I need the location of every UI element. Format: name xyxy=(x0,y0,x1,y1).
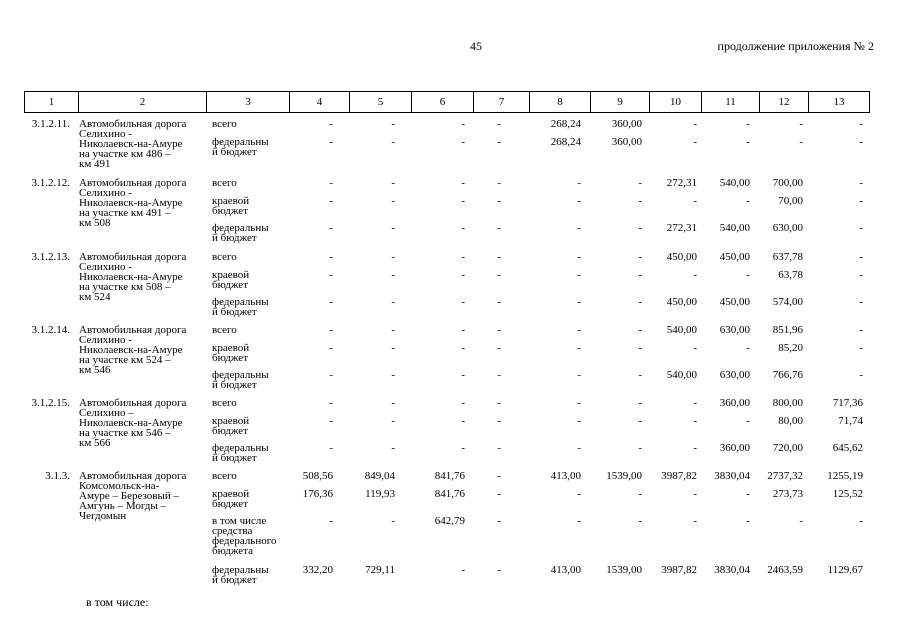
row-name: Автомобильная дорога Селихино – Николаевск-на-Амуре на участке км 546 – км 566 xyxy=(79,397,187,449)
value-cell: - xyxy=(497,177,501,189)
value-cell: - xyxy=(497,470,501,482)
value-cell: - xyxy=(497,251,501,263)
value-cell: - xyxy=(461,397,465,409)
value-cell: - xyxy=(638,488,642,500)
value-cell: - xyxy=(391,177,395,189)
value-cell: - xyxy=(638,397,642,409)
value-cell: 360,00 xyxy=(719,442,750,454)
value-cell: - xyxy=(497,564,501,576)
value-cell: - xyxy=(693,442,697,454)
value-cell: - xyxy=(799,515,803,527)
value-cell: - xyxy=(329,195,333,207)
value-cell: - xyxy=(693,415,697,427)
value-cell: - xyxy=(497,118,501,130)
value-cell: - xyxy=(391,195,395,207)
funding-source: всего xyxy=(212,251,237,263)
value-cell: 268,24 xyxy=(550,118,581,130)
value-cell: - xyxy=(391,324,395,336)
value-cell: - xyxy=(497,342,501,354)
value-cell: - xyxy=(391,296,395,308)
column-header: 1 xyxy=(25,92,79,113)
value-cell: 851,96 xyxy=(772,324,803,336)
value-cell: - xyxy=(497,515,501,527)
value-cell: 70,00 xyxy=(778,195,803,207)
value-cell: - xyxy=(693,515,697,527)
value-cell: - xyxy=(461,118,465,130)
value-cell: 3987,82 xyxy=(661,564,697,576)
value-cell: - xyxy=(329,118,333,130)
value-cell: - xyxy=(859,515,863,527)
value-cell: - xyxy=(391,369,395,381)
value-cell: 2737,32 xyxy=(767,470,803,482)
value-cell: - xyxy=(638,369,642,381)
column-header: 9 xyxy=(591,92,650,113)
value-cell: 413,00 xyxy=(550,564,581,576)
value-cell: - xyxy=(461,177,465,189)
value-cell: - xyxy=(497,415,501,427)
funding-source: всего xyxy=(212,118,237,130)
value-cell: - xyxy=(497,488,501,500)
value-cell: 630,00 xyxy=(719,324,750,336)
value-cell: 71,74 xyxy=(838,415,863,427)
value-cell: - xyxy=(693,488,697,500)
value-cell: - xyxy=(577,369,581,381)
funding-source: всего xyxy=(212,470,237,482)
row-name: Автомобильная дорога Селихино - Николаевск-на-Амуре на участке км 508 – км 524 xyxy=(79,251,187,303)
row-code: 3.1.3. xyxy=(45,470,70,482)
value-cell: - xyxy=(859,195,863,207)
column-header: 11 xyxy=(702,92,760,113)
value-cell: 717,36 xyxy=(832,397,863,409)
value-cell: 176,36 xyxy=(302,488,333,500)
value-cell: - xyxy=(497,296,501,308)
value-cell: 450,00 xyxy=(666,296,697,308)
value-cell: - xyxy=(638,324,642,336)
value-cell: - xyxy=(329,222,333,234)
value-cell: - xyxy=(693,342,697,354)
value-cell: 1539,00 xyxy=(606,470,642,482)
value-cell: 1539,00 xyxy=(606,564,642,576)
value-cell: - xyxy=(638,195,642,207)
value-cell: - xyxy=(638,342,642,354)
value-cell: 360,00 xyxy=(611,136,642,148)
value-cell: 80,00 xyxy=(778,415,803,427)
row-code: 3.1.2.15. xyxy=(31,397,70,409)
value-cell: - xyxy=(746,269,750,281)
value-cell: - xyxy=(391,397,395,409)
value-cell: - xyxy=(461,442,465,454)
column-header: 6 xyxy=(412,92,474,113)
value-cell: - xyxy=(577,324,581,336)
value-cell: 63,78 xyxy=(778,269,803,281)
value-cell: - xyxy=(859,342,863,354)
funding-source: всего xyxy=(212,397,237,409)
value-cell: 125,52 xyxy=(832,488,863,500)
value-cell: 630,00 xyxy=(719,369,750,381)
value-cell: 841,76 xyxy=(434,488,465,500)
value-cell: - xyxy=(391,251,395,263)
row-name: Автомобильная дорога Комсомольск-на- Амуре – Березовый – Амгунь – Могды – Чегдомын xyxy=(79,470,187,522)
value-cell: 450,00 xyxy=(719,296,750,308)
value-cell: - xyxy=(391,442,395,454)
value-cell: 1129,67 xyxy=(827,564,863,576)
value-cell: - xyxy=(859,251,863,263)
value-cell: - xyxy=(746,342,750,354)
value-cell: - xyxy=(461,296,465,308)
value-cell: 766,76 xyxy=(772,369,803,381)
value-cell: - xyxy=(746,118,750,130)
row-code: 3.1.2.11. xyxy=(31,118,70,130)
value-cell: - xyxy=(746,515,750,527)
row-name: Автомобильная дорога Селихино - Николаевск-на-Амуре на участке км 486 – км 491 xyxy=(79,118,187,170)
funding-source: в том числе средства федерального бюджета xyxy=(212,515,277,557)
value-cell: - xyxy=(461,222,465,234)
value-cell: - xyxy=(859,177,863,189)
column-header: 10 xyxy=(650,92,702,113)
column-header: 5 xyxy=(350,92,412,113)
value-cell: 2463,59 xyxy=(767,564,803,576)
value-cell: 630,00 xyxy=(772,222,803,234)
value-cell: - xyxy=(329,515,333,527)
funding-source: федеральны й бюджет xyxy=(212,136,269,158)
value-cell: - xyxy=(329,369,333,381)
value-cell: - xyxy=(329,324,333,336)
value-cell: - xyxy=(461,564,465,576)
value-cell: 3987,82 xyxy=(661,470,697,482)
funding-source: федеральны й бюджет xyxy=(212,296,269,318)
value-cell: 574,00 xyxy=(772,296,803,308)
value-cell: 700,00 xyxy=(772,177,803,189)
value-cell: 642,79 xyxy=(434,515,465,527)
value-cell: - xyxy=(329,442,333,454)
value-cell: - xyxy=(391,222,395,234)
value-cell: - xyxy=(638,222,642,234)
value-cell: 450,00 xyxy=(719,251,750,263)
value-cell: - xyxy=(577,415,581,427)
value-cell: 540,00 xyxy=(719,177,750,189)
value-cell: - xyxy=(638,296,642,308)
value-cell: 508,56 xyxy=(302,470,333,482)
value-cell: 540,00 xyxy=(719,222,750,234)
value-cell: - xyxy=(859,118,863,130)
value-cell: - xyxy=(329,296,333,308)
funding-source: краевой бюджет xyxy=(212,269,250,291)
value-cell: 540,00 xyxy=(666,324,697,336)
value-cell: - xyxy=(391,269,395,281)
value-cell: - xyxy=(577,296,581,308)
value-cell: - xyxy=(638,442,642,454)
value-cell: 800,00 xyxy=(772,397,803,409)
value-cell: - xyxy=(497,369,501,381)
value-cell: - xyxy=(859,324,863,336)
funding-source: краевой бюджет xyxy=(212,342,250,364)
value-cell: - xyxy=(461,195,465,207)
value-cell: 3830,04 xyxy=(714,564,750,576)
value-cell: - xyxy=(638,269,642,281)
value-cell: - xyxy=(329,342,333,354)
value-cell: - xyxy=(497,442,501,454)
value-cell: - xyxy=(577,222,581,234)
value-cell: 272,31 xyxy=(666,222,697,234)
value-cell: - xyxy=(638,415,642,427)
value-cell: 637,78 xyxy=(772,251,803,263)
value-cell: 273,73 xyxy=(772,488,803,500)
value-cell: - xyxy=(391,342,395,354)
value-cell: - xyxy=(859,296,863,308)
column-header: 3 xyxy=(207,92,290,113)
value-cell: - xyxy=(329,269,333,281)
value-cell: 85,20 xyxy=(778,342,803,354)
funding-source: краевой бюджет xyxy=(212,195,250,217)
column-number-header xyxy=(24,91,869,113)
value-cell: - xyxy=(577,269,581,281)
value-cell: - xyxy=(497,136,501,148)
value-cell: 332,20 xyxy=(302,564,333,576)
value-cell: - xyxy=(638,251,642,263)
value-cell: - xyxy=(461,251,465,263)
value-cell: 272,31 xyxy=(666,177,697,189)
value-cell: - xyxy=(746,488,750,500)
value-cell: - xyxy=(391,515,395,527)
row-name: Автомобильная дорога Селихино - Николаевск-на-Амуре на участке км 491 – км 508 xyxy=(79,177,187,229)
value-cell: - xyxy=(746,136,750,148)
value-cell: 450,00 xyxy=(666,251,697,263)
value-cell: - xyxy=(693,195,697,207)
value-cell: 849,04 xyxy=(364,470,395,482)
value-cell: - xyxy=(799,136,803,148)
value-cell: 720,00 xyxy=(772,442,803,454)
value-cell: - xyxy=(638,177,642,189)
value-cell: 841,76 xyxy=(434,470,465,482)
funding-source: всего xyxy=(212,324,237,336)
value-cell: 360,00 xyxy=(719,397,750,409)
value-cell: 540,00 xyxy=(666,369,697,381)
funding-source: краевой бюджет xyxy=(212,488,250,510)
value-cell: - xyxy=(329,177,333,189)
value-cell: - xyxy=(461,342,465,354)
value-cell: - xyxy=(577,442,581,454)
value-cell: 413,00 xyxy=(550,470,581,482)
row-name: Автомобильная дорога Селихино - Николаевск-на-Амуре на участке км 524 – км 546 xyxy=(79,324,187,376)
value-cell: 360,00 xyxy=(611,118,642,130)
funding-source: краевой бюджет xyxy=(212,415,250,437)
funding-source: федеральны й бюджет xyxy=(212,442,269,464)
value-cell: - xyxy=(461,324,465,336)
value-cell: - xyxy=(746,195,750,207)
value-cell: - xyxy=(577,397,581,409)
value-cell: - xyxy=(461,369,465,381)
value-cell: - xyxy=(329,415,333,427)
value-cell: - xyxy=(461,269,465,281)
value-cell: - xyxy=(577,177,581,189)
value-cell: - xyxy=(497,324,501,336)
funding-source: федеральны й бюджет xyxy=(212,369,269,391)
value-cell: - xyxy=(859,369,863,381)
value-cell: 3830,04 xyxy=(714,470,750,482)
value-cell: - xyxy=(461,415,465,427)
value-cell: - xyxy=(497,222,501,234)
footer-note: в том числе: xyxy=(86,595,149,609)
value-cell: - xyxy=(693,136,697,148)
funding-source: всего xyxy=(212,177,237,189)
row-code: 3.1.2.13. xyxy=(31,251,70,263)
continuation-label: продолжение приложения № 2 xyxy=(717,39,874,53)
value-cell: - xyxy=(497,195,501,207)
value-cell: - xyxy=(799,118,803,130)
value-cell: - xyxy=(497,269,501,281)
value-cell: 729,11 xyxy=(365,564,395,576)
column-header: 2 xyxy=(79,92,207,113)
column-header: 13 xyxy=(809,92,870,113)
value-cell: - xyxy=(461,136,465,148)
column-header: 8 xyxy=(530,92,591,113)
value-cell: - xyxy=(693,118,697,130)
value-cell: 645,62 xyxy=(832,442,863,454)
value-cell: - xyxy=(329,397,333,409)
value-cell: 268,24 xyxy=(550,136,581,148)
value-cell: - xyxy=(391,118,395,130)
value-cell: - xyxy=(638,515,642,527)
value-cell: - xyxy=(391,415,395,427)
value-cell: - xyxy=(859,222,863,234)
value-cell: - xyxy=(497,397,501,409)
funding-source: федеральны й бюджет xyxy=(212,564,269,586)
value-cell: 119,93 xyxy=(365,488,395,500)
column-header: 12 xyxy=(760,92,809,113)
row-code: 3.1.2.12. xyxy=(31,177,70,189)
value-cell: 1255,19 xyxy=(827,470,863,482)
value-cell: - xyxy=(329,136,333,148)
value-cell: - xyxy=(693,269,697,281)
value-cell: - xyxy=(329,251,333,263)
value-cell: - xyxy=(577,251,581,263)
value-cell: - xyxy=(859,269,863,281)
page-number: 45 xyxy=(470,39,482,53)
value-cell: - xyxy=(693,397,697,409)
value-cell: - xyxy=(746,415,750,427)
value-cell: - xyxy=(391,136,395,148)
row-code: 3.1.2.14. xyxy=(31,324,70,336)
value-cell: - xyxy=(859,136,863,148)
column-header: 7 xyxy=(474,92,530,113)
value-cell: - xyxy=(577,342,581,354)
value-cell: - xyxy=(577,515,581,527)
funding-source: федеральны й бюджет xyxy=(212,222,269,244)
value-cell: - xyxy=(577,195,581,207)
value-cell: - xyxy=(577,488,581,500)
column-header: 4 xyxy=(290,92,350,113)
